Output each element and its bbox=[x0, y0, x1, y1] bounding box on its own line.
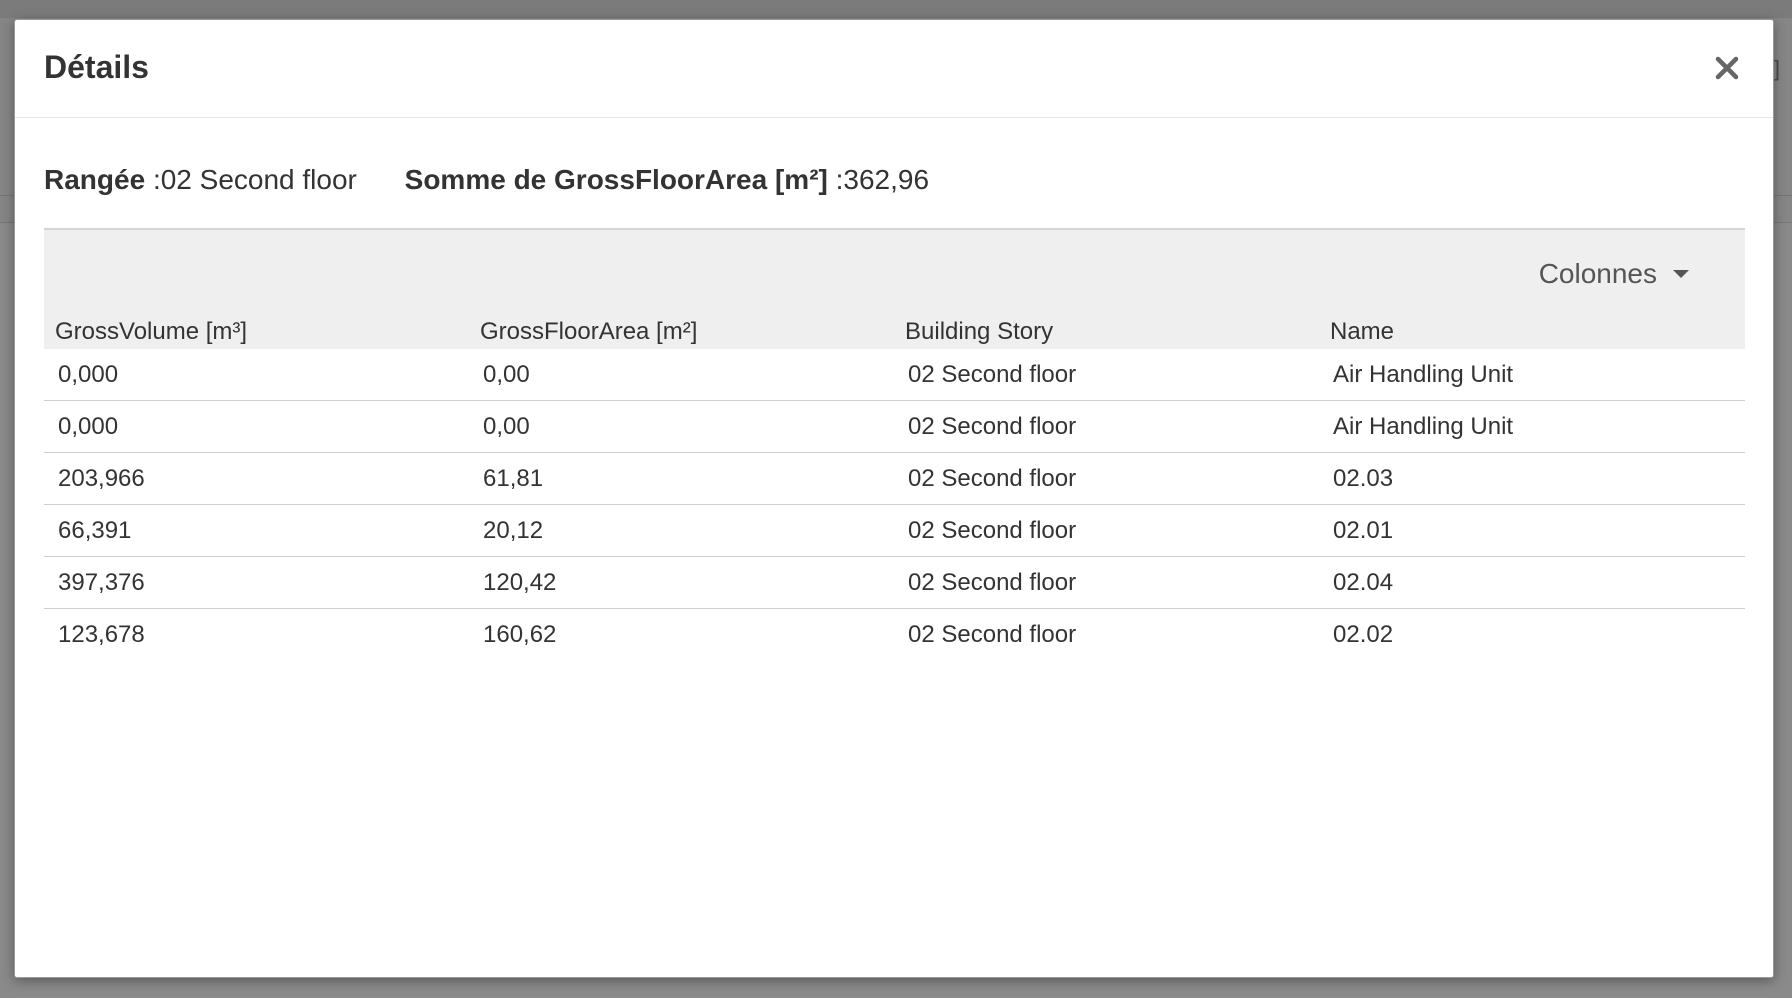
cell-building-story: 02 Second floor bbox=[908, 412, 1077, 440]
cell-gross-volume: 123,678 bbox=[58, 621, 145, 648]
sum-summary bbox=[405, 166, 929, 194]
cell-name: 02.03 bbox=[1333, 464, 1394, 492]
cell-gross-floor-area: 0,00 bbox=[483, 412, 530, 440]
table-row[interactable] bbox=[44, 505, 1745, 557]
cell-gross-volume: 0,000 bbox=[58, 360, 119, 388]
table-header bbox=[44, 230, 1745, 349]
caret-down-icon bbox=[1673, 270, 1689, 278]
row-value: :02 Second floor bbox=[152, 164, 357, 195]
cell-gross-floor-area: 20,12 bbox=[483, 516, 544, 544]
background-text-fragment: ] bbox=[1773, 56, 1780, 81]
row-label: Rangée bbox=[44, 164, 146, 195]
sum-label: Somme de GrossFloorArea [m²] bbox=[404, 164, 828, 195]
row-summary bbox=[44, 166, 357, 194]
cell-name: 02.02 bbox=[1333, 621, 1394, 648]
cell-building-story: 02 Second floor bbox=[908, 516, 1077, 544]
summary-line bbox=[44, 166, 929, 194]
cell-building-story: 02 Second floor bbox=[908, 360, 1077, 388]
table-row[interactable] bbox=[44, 349, 1745, 401]
cell-gross-floor-area: 160,62 bbox=[483, 621, 557, 648]
close-button[interactable] bbox=[1709, 50, 1745, 86]
cell-gross-volume: 0,000 bbox=[58, 412, 119, 440]
cell-gross-volume: 203,966 bbox=[58, 464, 145, 492]
table-body bbox=[44, 349, 1745, 661]
cell-gross-floor-area: 61,81 bbox=[483, 464, 544, 492]
cell-name: Air Handling Unit bbox=[1333, 412, 1514, 440]
columns-button-label: Colonnes bbox=[1538, 258, 1657, 289]
cell-name: 02.04 bbox=[1333, 568, 1394, 596]
table-row[interactable] bbox=[44, 401, 1745, 453]
cell-name: Air Handling Unit bbox=[1333, 360, 1514, 388]
header-building-story[interactable]: Building Story bbox=[905, 318, 1054, 345]
header-gross-floor-area[interactable]: GrossFloorArea [m²] bbox=[480, 318, 698, 345]
cell-building-story: 02 Second floor bbox=[908, 568, 1077, 596]
cell-gross-floor-area: 0,00 bbox=[483, 360, 530, 388]
sum-value: :362,96 bbox=[835, 164, 930, 195]
columns-dropdown-button[interactable] bbox=[1539, 258, 1689, 290]
table-row[interactable] bbox=[44, 609, 1745, 661]
header-name[interactable]: Name bbox=[1330, 318, 1395, 345]
cell-gross-volume: 66,391 bbox=[58, 516, 132, 544]
cell-gross-floor-area: 120,42 bbox=[483, 568, 557, 596]
modal-title: Détails bbox=[44, 49, 149, 85]
details-modal bbox=[14, 19, 1774, 978]
table-row[interactable] bbox=[44, 453, 1745, 505]
modal-header bbox=[15, 20, 1773, 118]
cell-gross-volume: 397,376 bbox=[58, 568, 145, 596]
table-row[interactable] bbox=[44, 557, 1745, 609]
cell-building-story: 02 Second floor bbox=[908, 621, 1077, 648]
background-topbar bbox=[0, 0, 1792, 18]
details-table bbox=[44, 228, 1745, 661]
header-row bbox=[44, 318, 1745, 346]
header-gross-volume[interactable]: GrossVolume [m³] bbox=[55, 318, 248, 345]
close-icon bbox=[1709, 50, 1745, 86]
cell-name: 02.01 bbox=[1333, 516, 1394, 544]
cell-building-story: 02 Second floor bbox=[908, 464, 1077, 492]
